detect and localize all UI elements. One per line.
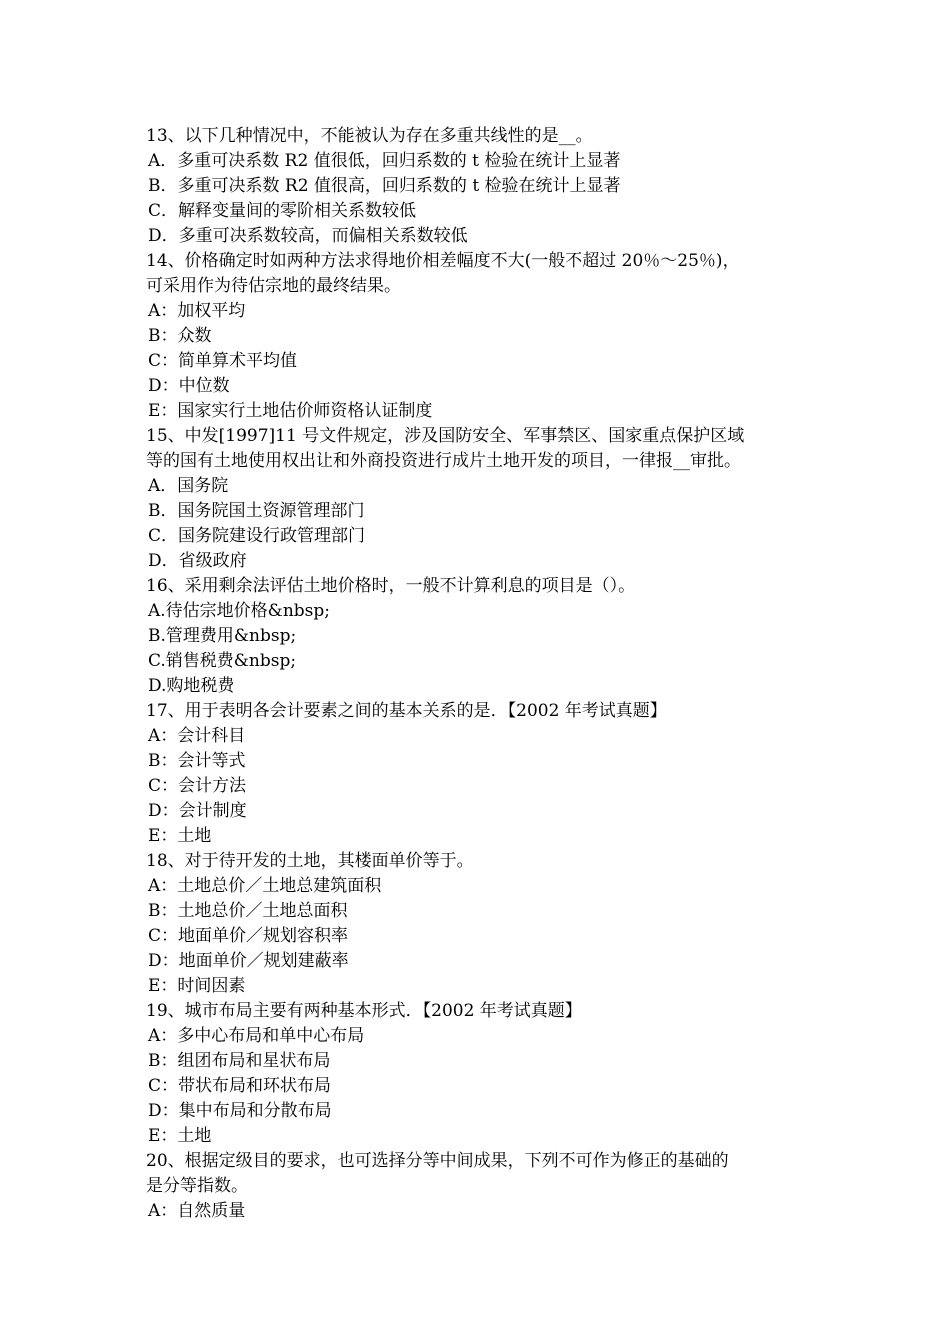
answer-option: B．国务院国土资源管理部门 bbox=[148, 501, 365, 521]
answer-option: D：地面单价／规划建蔽率 bbox=[148, 951, 349, 971]
answer-option: D：中位数 bbox=[148, 376, 230, 396]
question-text-line: 15、中发[1997]11 号文件规定，涉及国防安全、军事禁区、国家重点保护区域 bbox=[146, 426, 745, 446]
question-text-line: 19、城市布局主要有两种基本形式．【2002 年考试真题】 bbox=[146, 1001, 582, 1021]
answer-option: A．国务院 bbox=[148, 476, 229, 496]
answer-option: E：土地 bbox=[148, 1126, 212, 1146]
answer-option: D．多重可决系数较高，而偏相关系数较低 bbox=[148, 226, 468, 246]
question-text-line: 20、根据定级目的要求，也可选择分等中间成果，下列不可作为修正的基础的 bbox=[146, 1151, 729, 1171]
answer-option: A：自然质量 bbox=[148, 1201, 246, 1221]
answer-option: D：会计制度 bbox=[148, 801, 247, 821]
answer-option: E：时间因素 bbox=[148, 976, 246, 996]
answer-option: B.管理费用&nbsp; bbox=[148, 626, 297, 646]
answer-option: B：土地总价／土地总面积 bbox=[148, 901, 348, 921]
document-page bbox=[146, 124, 810, 1224]
answer-option: B．多重可决系数 R2 值很高，回归系数的 t 检验在统计上显著 bbox=[148, 176, 621, 196]
answer-option: C：简单算术平均值 bbox=[148, 351, 298, 371]
answer-option: A．多重可决系数 R2 值很低，回归系数的 t 检验在统计上显著 bbox=[148, 151, 621, 171]
question-text-line: 18、对于待开发的土地，其楼面单价等于。 bbox=[146, 851, 474, 871]
answer-option: A：加权平均 bbox=[148, 301, 246, 321]
question-text-line: 16、采用剩余法评估土地价格时，一般不计算利息的项目是（）。 bbox=[146, 576, 636, 596]
answer-option: C：带状布局和环状布局 bbox=[148, 1076, 332, 1096]
answer-option: C.销售税费&nbsp; bbox=[148, 651, 297, 671]
answer-option: D.购地税费 bbox=[148, 676, 235, 696]
question-text-line: 13、以下几种情况中，不能被认为存在多重共线性的是__。 bbox=[146, 126, 593, 146]
answer-option: A：多中心布局和单中心布局 bbox=[148, 1026, 365, 1046]
question-text-line: 17、用于表明各会计要素之间的基本关系的是．【2002 年考试真题】 bbox=[146, 701, 667, 721]
answer-option: C：地面单价／规划容积率 bbox=[148, 926, 349, 946]
answer-option: B：组团布局和星状布局 bbox=[148, 1051, 331, 1071]
answer-option: B：会计等式 bbox=[148, 751, 246, 771]
answer-option: C．国务院建设行政管理部门 bbox=[148, 526, 366, 546]
question-text-line: 14、价格确定时如两种方法求得地价相差幅度不大(一般不超过 20％～25％)， bbox=[146, 251, 740, 271]
answer-option: E：国家实行土地估价师资格认证制度 bbox=[148, 401, 433, 421]
question-text-line: 等的国有土地使用权出让和外商投资进行成片土地开发的项目，一律报__审批。 bbox=[146, 451, 741, 471]
answer-option: A：会计科目 bbox=[148, 726, 246, 746]
answer-option: C．解释变量间的零阶相关系数较低 bbox=[148, 201, 417, 221]
question-text-line: 可采用作为待估宗地的最终结果。 bbox=[146, 276, 401, 296]
answer-option: A：土地总价／土地总建筑面积 bbox=[148, 876, 382, 896]
answer-option: C：会计方法 bbox=[148, 776, 247, 796]
question-text-line: 是分等指数。 bbox=[146, 1176, 248, 1196]
answer-option: D．省级政府 bbox=[148, 551, 247, 571]
answer-option: B：众数 bbox=[148, 326, 212, 346]
answer-option: E：土地 bbox=[148, 826, 212, 846]
answer-option: A.待估宗地价格&nbsp; bbox=[148, 601, 330, 621]
answer-option: D：集中布局和分散布局 bbox=[148, 1101, 332, 1121]
